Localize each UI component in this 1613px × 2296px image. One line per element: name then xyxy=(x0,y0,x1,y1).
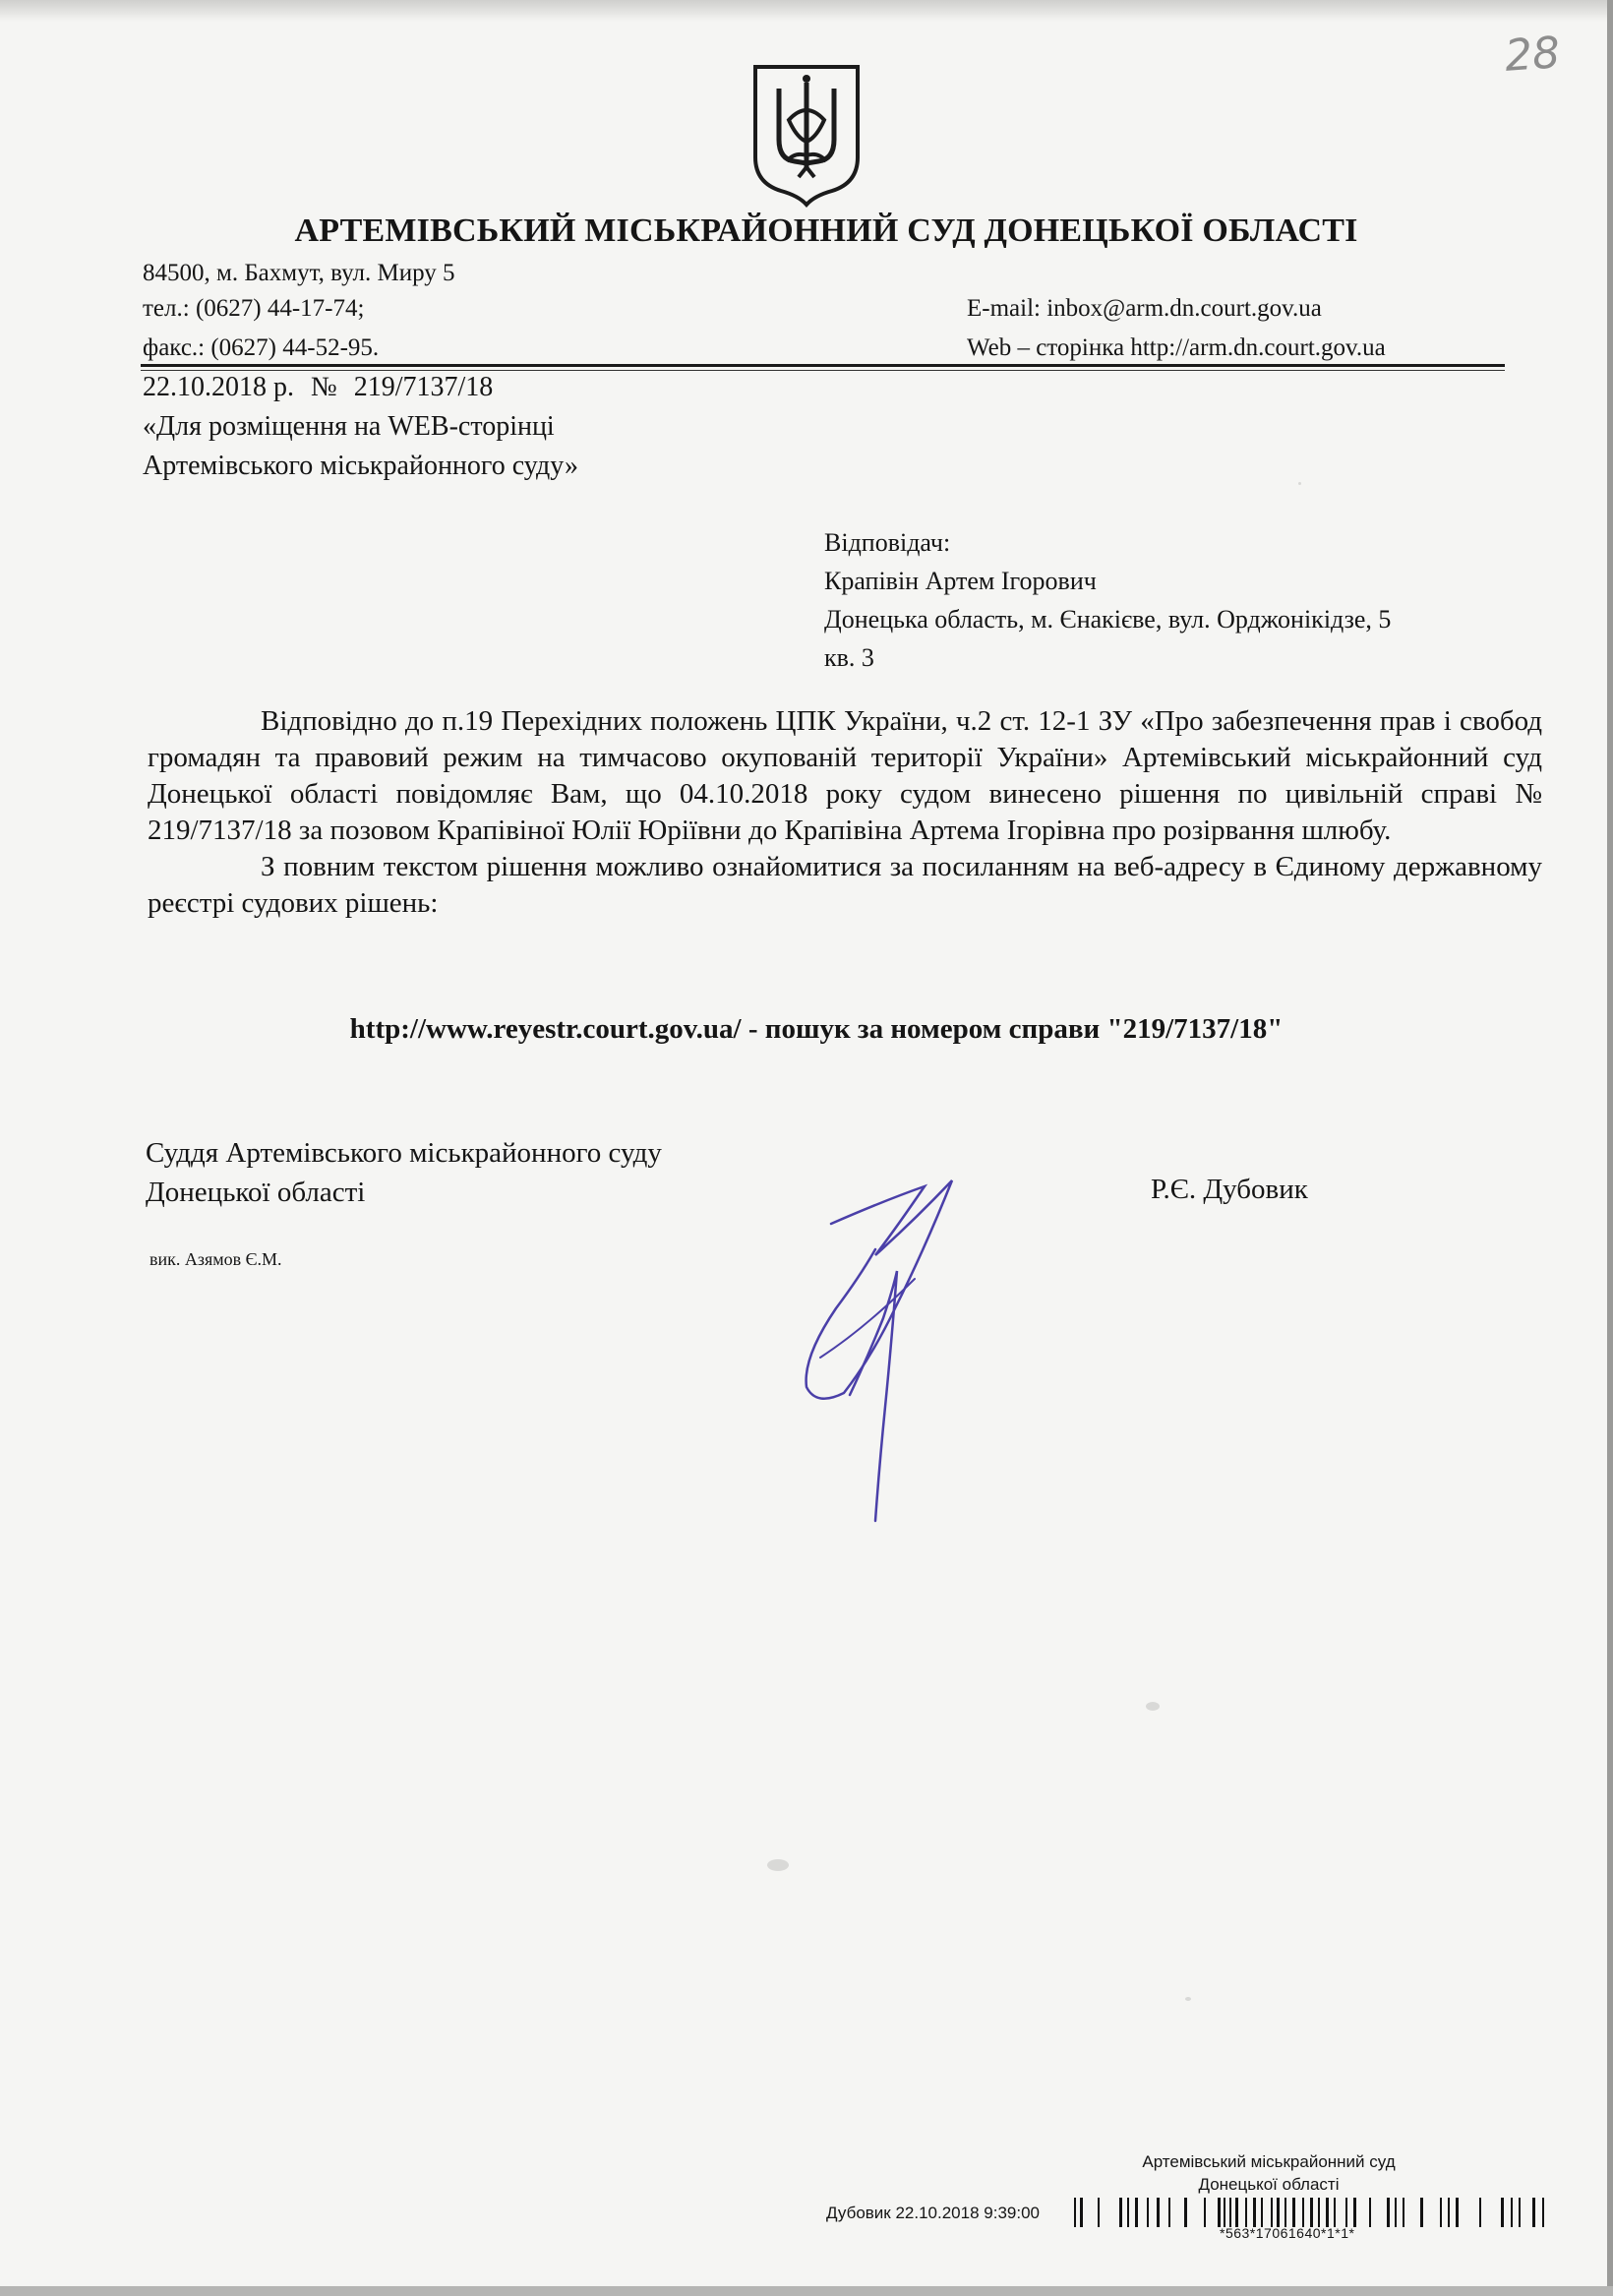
signatory-position xyxy=(146,1133,662,1212)
scan-speck xyxy=(1298,482,1301,485)
signatory-position-line: Донецької області xyxy=(146,1177,366,1208)
scan-speck xyxy=(1146,1702,1160,1711)
header-divider xyxy=(141,370,1505,371)
letter-body xyxy=(148,703,1542,922)
scan-edge xyxy=(0,0,1613,22)
court-website: Web – сторінка http://arm.dn.court.gov.ua xyxy=(967,334,1386,361)
reference-date: 22.10.2018 р. xyxy=(143,372,294,402)
scan-speck xyxy=(767,1859,789,1871)
coat-of-arms-icon xyxy=(749,61,864,209)
signatory-position-line: Суддя Артемівського міськрайонного суду xyxy=(146,1137,662,1169)
court-email: E-mail: inbox@arm.dn.court.gov.ua xyxy=(967,295,1322,322)
scan-edge xyxy=(0,2286,1613,2296)
stamp-court-line: Донецької області xyxy=(1198,2175,1340,2194)
e-signature-stamp xyxy=(1072,2150,1465,2196)
recipient-name: Крапівін Артем Ігорович xyxy=(824,567,1097,595)
body-paragraph: Відповідно до п.19 Перехідних положень ЦПК України, ч.2 ст. 12-1 ЗУ «Про забезпечення прав і свобод громадян та правовий режим на тимчасово окупованій території України» Артемівський міськрайонний суд Донецької області повідомляє Вам, що 04.10.2018 року судом винесено рішення по цивільній справі № 219/7137/18 за позовом Крапівіної Юлії Юріївни до Крапівіна Артема Ігорівна про розірвання шлюбу. xyxy=(148,705,1542,846)
executor-note: вик. Азямов Є.М. xyxy=(149,1249,282,1269)
body-paragraph: З повним текстом рішення можливо ознайомитися за посиланням на веб-адресу в Єдиному державному реєстрі судових рішень: xyxy=(148,851,1542,919)
reference-number: 219/7137/18 xyxy=(353,372,494,402)
court-title: АРТЕМІВСЬКИЙ МІСЬКРАЙОННИЙ СУД ДОНЕЦЬКОЇ ОБЛАСТІ xyxy=(294,212,1358,249)
recipient-block xyxy=(824,523,1532,677)
judge-name: Р.Є. Дубовик xyxy=(1151,1174,1308,1205)
handwritten-signature xyxy=(777,1161,1013,1535)
placement-note-line: «Для розміщення на WEB-сторінці xyxy=(143,411,555,442)
placement-note-line: Артемівського міськрайонного суду» xyxy=(143,451,578,481)
stamp-court-line: Артемівський міськрайонний суд xyxy=(1142,2152,1396,2171)
court-phone: тел.: (0627) 44-17-74; xyxy=(143,295,365,322)
stamp-signer: Дубовик 22.10.2018 9:39:00 xyxy=(826,2204,1040,2222)
recipient-apartment: кв. 3 xyxy=(824,643,874,672)
recipient-address: Донецька область, м. Єнакієве, вул. Орджонікідзе, 5 xyxy=(824,605,1392,634)
placement-note xyxy=(143,407,831,486)
scan-speck xyxy=(1185,1997,1191,2001)
scan-edge xyxy=(1607,0,1613,2296)
header-divider xyxy=(141,364,1505,367)
archive-page-number: 28 xyxy=(1503,28,1562,82)
barcode-number: *563*17061640*1*1* xyxy=(1220,2225,1355,2241)
court-fax: факс.: (0627) 44-52-95. xyxy=(143,334,380,361)
number-sign: № xyxy=(311,372,337,402)
recipient-label: Відповідач: xyxy=(824,528,951,557)
registry-link: http://www.reyestr.court.gov.ua/ - пошук за номером справи "219/7137/18" xyxy=(349,1013,1284,1045)
outgoing-reference xyxy=(143,372,493,403)
court-address: 84500, м. Бахмут, вул. Миру 5 xyxy=(143,260,455,286)
